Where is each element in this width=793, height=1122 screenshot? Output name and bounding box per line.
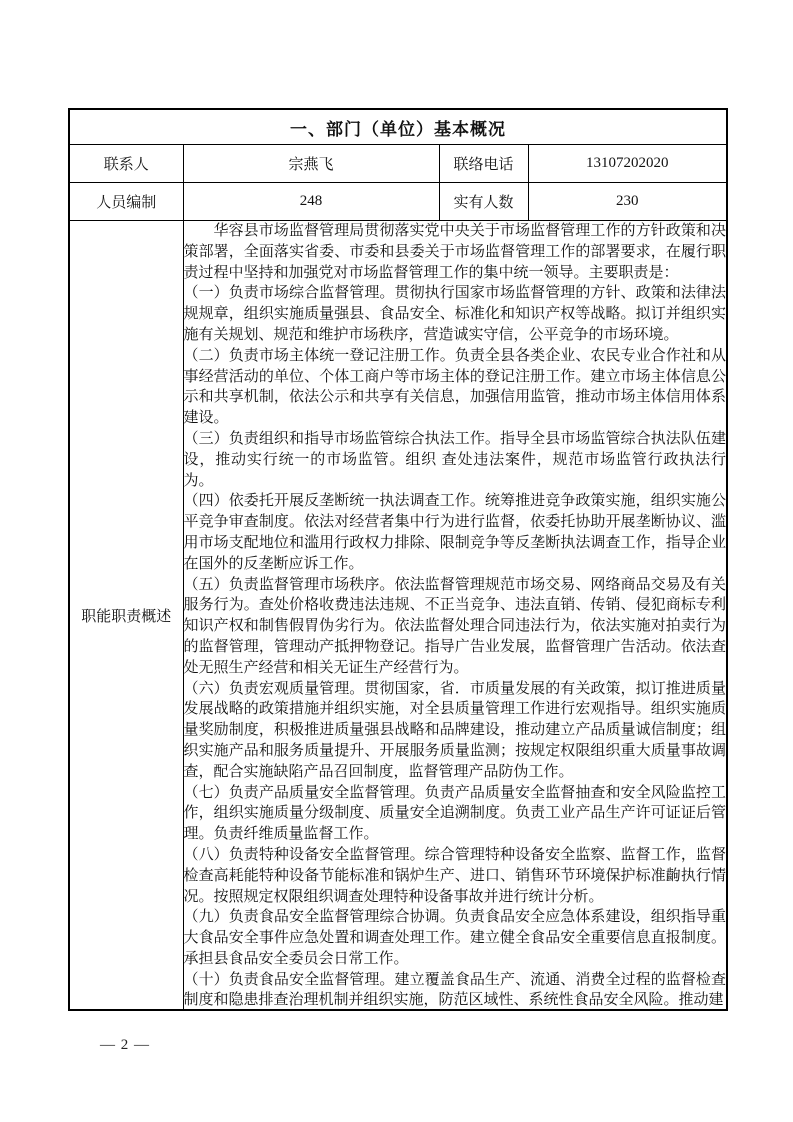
- actual-headcount-label: 实有人数: [439, 183, 528, 221]
- duty-paragraph-9: （九）负责食品安全监督管理综合协调。负责食品安全应急体系建设，组织指导重大食品安全事件应急处置和调查处理工作。建立健全食品安全重要信息直报制度。承担县食品安全委员会日常工作。: [183, 909, 726, 967]
- duty-paragraph-1: （一）负责市场综合监督管理。贯彻执行国家市场监督管理的方针、政策和法律法规规章，组织实施质量强县、食品安全、标准化和知识产权等战略。拟订并组织实施有关规划、规范和维护市场秩序，营造诚实守信，公平竞争的市场环境。: [183, 285, 726, 343]
- duty-paragraph-10: （十）负责食品安全监督管理。建立覆盖食品生产、流通、消费全过程的监督检查制度和隐患排查治理机制并组织实施，防范区域性、系统性食品安全风险。推动建: [183, 971, 726, 1009]
- duty-paragraph-7: （七）负责产品质量安全监督管理。负责产品质量安全监督抽查和安全风险监控工作，组织实施质量分级制度、质量安全追溯制度。负责工业产品生产许可证证后管理。负责纤维质量监督工作。: [183, 784, 726, 843]
- contact-person-value: 宗燕飞: [183, 145, 439, 183]
- duties-content-cell: [183, 221, 727, 1011]
- table-title: 一、部门（单位）基本概况: [69, 109, 727, 145]
- contact-person-label: 联系人: [69, 145, 183, 183]
- duty-paragraph-intro: 华容县市场监督管理局贯彻落实党中央关于市场监督管理工作的方针政策和决策部署，全面落实省委、市委和县委关于市场监督管理工作的部署要求，在履行职责过程中坚持和加强党对市场监督管理工作的集中统一领导。主要职责是：: [183, 223, 726, 281]
- page-number: — 2 —: [100, 1037, 150, 1053]
- duty-paragraph-6: （六）负责宏观质量管理。贯彻国家，省．市质量发展的有关政策，拟订推进质量发展战略的政策措施并组织实施，对全县质量管理工作进行宏观指导。组织实施质量奖励制度，积极推进质量强县战略和品牌建设，推动建立产品质量诚信制度；组织实施产品和服务质量提升、开展服务质量监测；按规定权限组织重大质量事故调查，配合实施缺陷产品召回制度，监督管理产品防伪工作。: [183, 680, 726, 780]
- duty-paragraph-8: （八）负责特种设备安全监督管理。综合管理特种设备安全监察、监督工作，监督检查高耗能特种设备节能标准和锅炉生产、进口、销售环节环境保护标准齣执行情况。按照规定权限组织调查处理特种设备事故并进行统计分析。: [183, 846, 726, 905]
- staffing-quota-value: 248: [183, 183, 439, 221]
- duty-paragraph-2: （二）负责市场主体统一登记注册工作。负责全县各类企业、农民专业合作社和从事经营活动的单位、个体工商户等市场主体的登记注册工作。建立市场主体信息公示和共享机制，依法公示和共享有关信息，加强信用监管，推动市场主体信用体系建设。: [183, 347, 726, 427]
- actual-headcount-value: 230: [528, 183, 727, 221]
- staffing-quota-label: 人员编制: [69, 183, 183, 221]
- contact-phone-value: 13107202020: [528, 145, 727, 183]
- duties-text-block: [184, 221, 727, 1009]
- duty-paragraph-4: （四）依委托开展反垄断统一执法调查工作。统筹推进竞争政策实施，组织实施公平竞争审查制度。依法对经营者集中行为进行监督，依委托协助开展垄断协议、滥用市场支配地位和滥用行政权力排除、限制竞争等反垄断执法调查工作，指导企业在国外的反垄断应诉工作。: [183, 493, 726, 572]
- duties-label: 职能职责概述: [69, 221, 183, 1011]
- duty-paragraph-3: （三）负责组织和指导市场监管综合执法工作。指导全县市场监管综合执法队伍建设，推动实行统一的市场监管。组织 查处违法案件，规范市场监管行政执法行为。: [183, 430, 726, 489]
- duty-paragraph-5: （五）负责监督管理市场秩序。依法监督管理规范市场交易、网络商品交易及有关服务行为。查处价格收费违法违规、不正当竞争、违法直销、传销、侵犯商标专利知识产权和制售假胃伪劣行为。依法监督处理合同违法行为，依法实施对拍卖行为的监督管理，管理动产抵押物登记。指导广告业发展，监督管理广告活动。依法查处无照生产经营和相关无证生产经营行为。: [183, 576, 726, 676]
- contact-phone-label: 联络电话: [439, 145, 528, 183]
- basic-overview-table: [68, 108, 728, 1011]
